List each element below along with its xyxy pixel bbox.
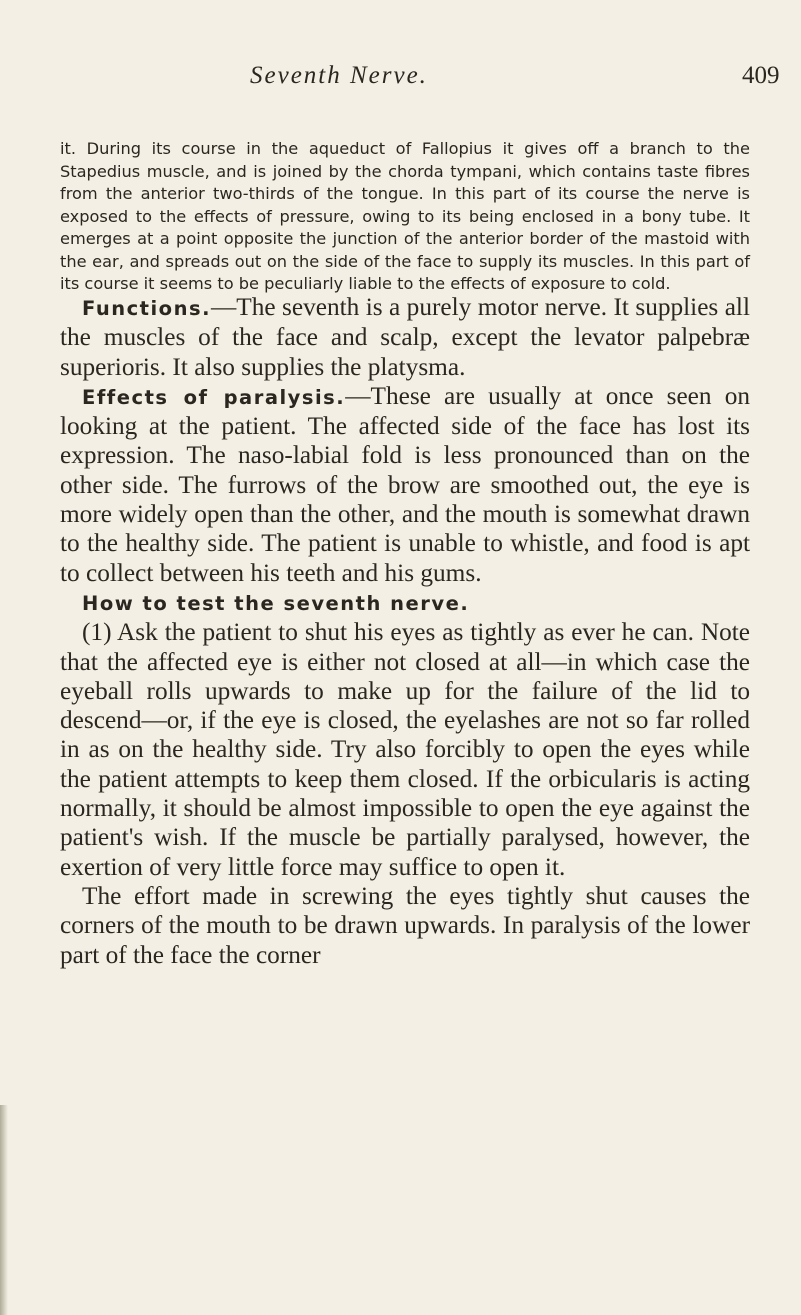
test-heading-line bbox=[60, 588, 750, 618]
paralysis-paragraph bbox=[60, 382, 750, 588]
paralysis-heading: Effects of paralysis. bbox=[82, 385, 346, 409]
functions-paragraph bbox=[60, 293, 750, 382]
functions-body: —The seventh is a purely motor nerve. It supplies all the muscles of the face and scalp, except the levator palpebræ superioris. It also supplies the platysma. bbox=[60, 293, 750, 381]
paralysis-body: —These are usually at once seen on looking at the patient. The affected side of the face has lost its expression. The naso-labial fold is less pronounced than on the other side. The furrows of the brow are smoothed out, the eye is more widely open than the other, and the mouth is somewhat drawn to the healthy side. The patient is unable to whistle, and food is apt to collect between his teeth and his gums. bbox=[60, 381, 750, 587]
page-edge-shadow bbox=[0, 1105, 8, 1315]
functions-heading: Functions. bbox=[82, 297, 211, 320]
test-paragraph-one: (1) Ask the patient to shut his eyes as tightly as ever he can. Note that the affected eye is either not closed at all—in which case the eyeball rolls upwards to make up for the failure of the lid to descend—or, if the eye is closed, the eyelashes are not so far rolled in as on the healthy side. Try also forcibly to open the eyes while the patient attempts to keep them closed. If the orbicularis is acting normally, it should be almost impossible to open the eye against the patient's wish. If the muscle be partially paralysed, however, the exertion of very little force may suffice to open it. bbox=[60, 618, 750, 881]
test-heading: How to test the seventh nerve. bbox=[82, 591, 470, 615]
main-body bbox=[60, 293, 750, 970]
test-paragraph-two: The effort made in screwing the eyes tightly shut causes the corners of the mouth to be drawn upwards. In paralysis of the lower part of the face the corner bbox=[60, 881, 750, 969]
running-header: Seventh Nerve. bbox=[250, 62, 428, 89]
intro-paragraph: it. During its course in the aqueduct of Fallopius it gives off a branch to the Stapedius muscle, and is joined by the chorda tympani, which contains taste fibres from the anterior two-thirds of the tongue. In this part of its course the nerve is exposed to the effects of pressure, owing to its being enclosed in a bony tube. It emerges at a point opposite the junction of the anterior border of the mastoid with the ear, and spreads out on the side of the face to supply its muscles. In this part of its course it seems to be peculiarly liable to the effects of exposure to cold. bbox=[60, 139, 750, 294]
page-number: 409 bbox=[742, 62, 780, 89]
